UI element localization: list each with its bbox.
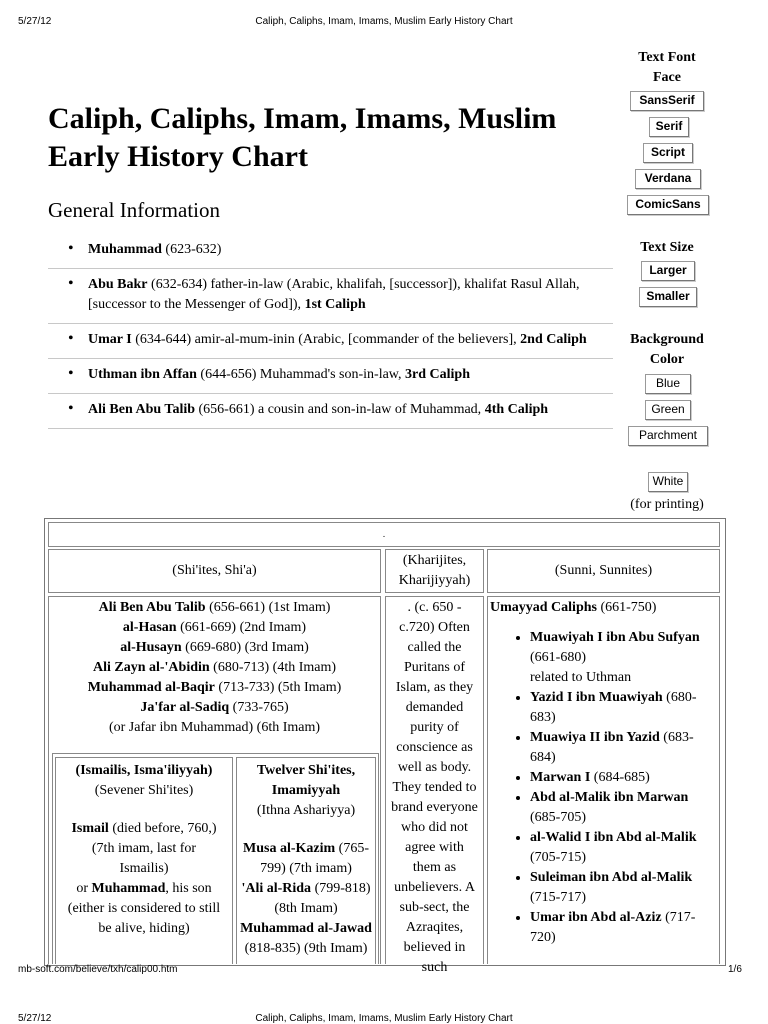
print-date: 5/27/12 [18,16,52,27]
imam-line: al-Hasan (661-669) (2nd Imam) [122,620,307,635]
sunni-cell [487,596,720,964]
list-item: • Ali Ben Abu Talib (656-661) a cousin and son-in-law of Muhammad, 4th Caliph [48,394,613,429]
list-item: • Abd al-Malik ibn Marwan (685-705) [530,788,715,828]
font-face-heading: Text Font Face [638,50,696,85]
list-item: • Muawiyah I ibn Abu Sufyan (661-680) related to Uthman [530,628,715,688]
imam-line: Ja'far al-Sadiq (733-765) [140,700,289,715]
shia-header: (Shi'ites, Shi'a) [48,549,381,593]
ismailis-son: or Muhammad, his son (either is considered to still be alive, hiding) [67,881,221,936]
list-item: • Muawiya II ibn Yazid (683-684) [530,728,715,768]
ismailis-text: Ismail (died before, 760,) [71,821,217,836]
umayyad-caliph-list [490,628,715,948]
text-size-heading: Text Size [640,240,694,255]
bg-white-button[interactable]: White [648,472,688,492]
page-title: Caliph, Caliphs, Imam, Imams, Muslim Early History Chart [48,102,557,173]
general-info-list [48,234,613,429]
imam-line: Muhammad al-Jawad (818-835) (9th Imam) [240,921,372,956]
for-printing-note: (for printing) [630,497,704,512]
font-verdana-button[interactable]: Verdana [635,169,701,189]
imam-line: 'Ali al-Rida (799-818) (8th Imam) [241,881,371,916]
imam-line: Musa al-Kazim (765-799) (7th imam) [243,841,369,876]
bg-parchment-button[interactable]: Parchment [628,426,708,446]
imam-line: Ali Zayn al-'Abidin (680-713) (4th Imam) [92,660,337,675]
bg-green-button[interactable]: Green [645,400,691,420]
print-title-next: Caliph, Caliphs, Imam, Imams, Muslim Early History Chart [255,1013,513,1024]
font-serif-button[interactable]: Serif [649,117,689,137]
list-item: • Umar I (634-644) amir-al-mum-inin (Arabic, [commander of the believers], 2nd Caliph [48,324,613,359]
ismailis-title: (Ismailis, Isma'iliyyah) [75,763,213,778]
list-item: • Muhammad (623-632) [48,234,613,269]
text-smaller-button[interactable]: Smaller [639,287,697,307]
background-color-heading: Background Color [630,332,704,367]
section-heading: General Information [48,198,221,222]
twelver-title: Twelver Shi'ites, Imamiyyah [256,763,356,798]
chart-top-row: . [48,522,720,547]
font-script-button[interactable]: Script [643,143,693,163]
list-item: • al-Walid I ibn Abd al-Malik (705-715) [530,828,715,868]
list-item: • Uthman ibn Affan (644-656) Muhammad's son-in-law, 3rd Caliph [48,359,613,394]
ismailis-cell [55,757,233,964]
print-date-next: 5/27/12 [18,1013,52,1024]
list-item: • Abu Bakr (632-634) father-in-law (Arabic, khalifah, [successor]), khalifat Rasul Allah, [successor to the Messenger of God]), 1st Caliph [48,269,613,324]
list-item: • Umar ibn Abd al-Aziz (717-720) [530,908,715,948]
imam-line: Muhammad al-Baqir (713-733) (5th Imam) [87,680,342,695]
font-comicsans-button[interactable]: ComicSans [627,195,709,215]
imam-note: (or Jafar ibn Muhammad) (6th Imam) [108,720,321,735]
twelver-subtitle: (Ithna Ashariyya) [256,803,356,818]
kharijites-cell: . (c. 650 - c.720) Often called the Puritans of Islam, as they demanded purity of conscience as well as body. They tended to brand everyone who did not agree with them as unbelievers. A sub-sect, the Azraqites, believed in such [385,596,484,964]
print-page-number: 1/6 [728,964,742,975]
sunni-header: (Sunni, Sunnites) [487,549,720,593]
umayyad-heading: Umayyad Caliphs (661-750) [490,600,657,615]
imam-line: al-Husayn (669-680) (3rd Imam) [120,640,309,655]
kharijites-header: (Kharijites, Kharijiyyah) [385,549,484,593]
print-url: mb-soft.com/believe/txh/calip00.htm [18,964,178,975]
list-item: • Suleiman ibn Abd al-Malik (715-717) [530,868,715,908]
bg-blue-button[interactable]: Blue [645,374,691,394]
print-title: Caliph, Caliphs, Imam, Imams, Muslim Early History Chart [255,16,513,27]
list-item: • Marwan I (684-685) [530,768,715,788]
imam-line: Ali Ben Abu Talib (656-661) (1st Imam) [98,600,331,615]
font-sansserif-button[interactable]: SansSerif [630,91,704,111]
text-larger-button[interactable]: Larger [641,261,695,281]
ismailis-note: (7th imam, last for Ismailis) [91,841,197,876]
list-item: • Yazid I ibn Muawiyah (680-683) [530,688,715,728]
ismailis-subtitle: (Sevener Shi'ites) [94,783,194,798]
twelver-cell [236,757,376,964]
